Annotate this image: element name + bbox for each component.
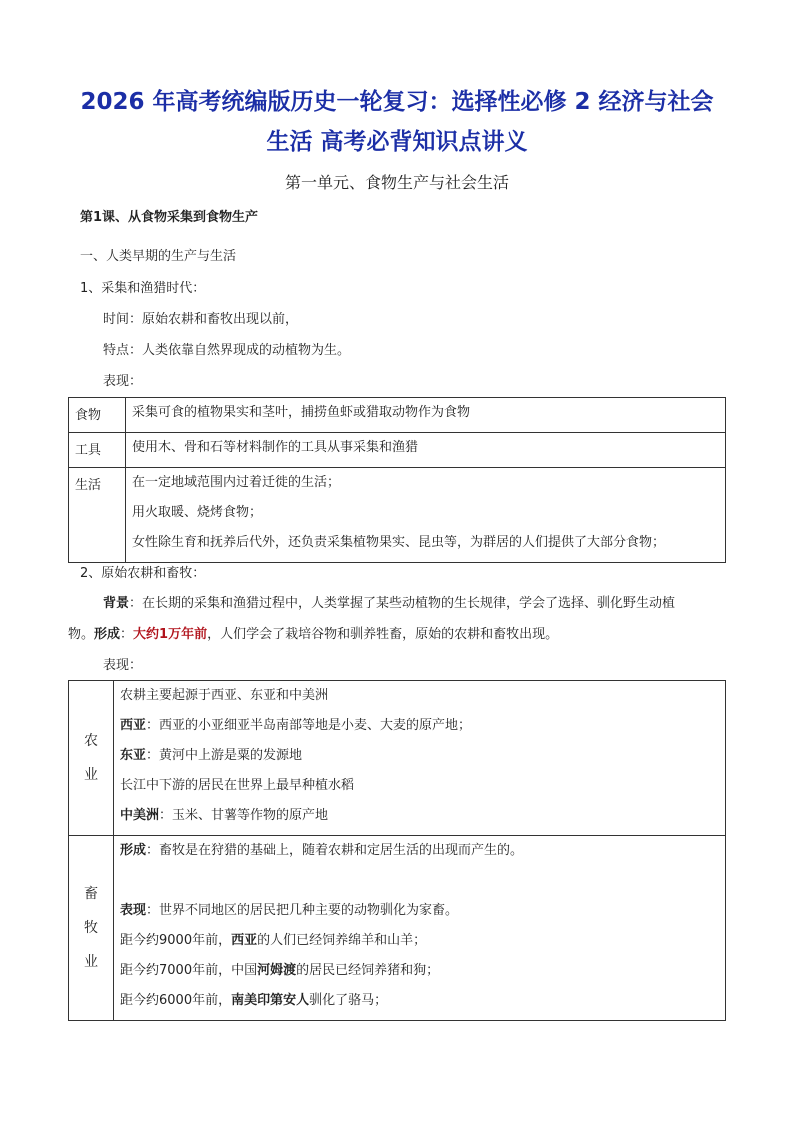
formation-paragraph xyxy=(68,626,558,644)
vertical-label: 农 业 xyxy=(84,733,98,783)
formation-colon: ： xyxy=(120,627,134,642)
row-header: 工具 xyxy=(69,433,126,468)
row-line: 农耕主要起源于西亚、东亚和中美洲 xyxy=(120,688,329,703)
agriculture-header xyxy=(69,681,114,836)
row-header: 食物 xyxy=(69,398,126,433)
agriculture-husbandry-table xyxy=(68,680,726,1021)
formation-text: ，人们学会了栽培谷物和驯养牲畜，原始的农耕和畜牧出现。 xyxy=(207,627,559,642)
background-label: 背景 xyxy=(103,596,130,611)
subsection-heading: 1、采集和渔猎时代： xyxy=(80,281,206,296)
row-line: 使用木、骨和石等材料制作的工具从事采集和渔猎 xyxy=(132,440,419,455)
row-line: 表现：世界不同地区的居民把几种主要的动物驯化为家畜。 xyxy=(120,903,459,918)
husbandry-content xyxy=(114,836,726,1021)
background-paragraph xyxy=(103,595,675,613)
vertical-label: 畜 牧 业 xyxy=(84,886,98,970)
row-line: 形成：畜牧是在狩猎的基础上，随着农耕和定居生活的出现而产生的。 xyxy=(120,843,524,858)
feature-text: 特点：人类依靠自然界现成的动植物为生。 xyxy=(103,343,351,358)
subsection-heading-2: 2、原始农耕和畜牧： xyxy=(80,566,206,581)
row-line: 距今约6000年前，南美印第安人驯化了骆马； xyxy=(120,993,388,1008)
gathering-table xyxy=(68,397,726,563)
row-line: 采集可食的植物果实和茎叶，捕捞鱼虾或猎取动物作为食物 xyxy=(132,405,471,420)
row-line: 距今约7000年前，中国河姆渡的居民已经饲养猪和狗； xyxy=(120,963,440,978)
row-header: 生活 xyxy=(69,468,126,563)
table-row xyxy=(69,433,726,468)
background-text-cont: 物。 xyxy=(68,627,95,642)
unit-title: 第一单元、食物生产与社会生活 xyxy=(284,173,509,192)
performance-label: 表现： xyxy=(103,374,143,389)
row-line: 中美洲：玉米、甘薯等作物的原产地 xyxy=(120,808,329,823)
agriculture-content xyxy=(114,681,726,836)
row-line: 在一定地域范围内过着迁徙的生活； xyxy=(132,475,341,490)
document-title-line2: 生活 高考必背知识点讲义 xyxy=(266,129,528,155)
section-heading: 一、人类早期的生产与生活 xyxy=(80,249,237,264)
row-content xyxy=(126,468,726,563)
row-content xyxy=(126,433,726,468)
table-row xyxy=(69,468,726,563)
time-text: 时间：原始农耕和畜牧出现以前， xyxy=(103,312,299,327)
row-line: 西亚：西亚的小亚细亚半岛南部等地是小麦、大麦的原产地； xyxy=(120,718,472,733)
row-line: 距今约9000年前，西亚的人们已经饲养绵羊和山羊； xyxy=(120,933,427,948)
husbandry-header xyxy=(69,836,114,1021)
formation-date: 大约1万年前 xyxy=(133,627,208,642)
row-line: 东亚：黄河中上游是粟的发源地 xyxy=(120,748,303,763)
table-row xyxy=(69,398,726,433)
table-row xyxy=(69,836,726,1021)
performance-label-2: 表现： xyxy=(103,658,143,673)
lesson-title: 第1课、从食物采集到食物生产 xyxy=(80,210,259,225)
spacer xyxy=(120,872,719,902)
formation-label: 形成 xyxy=(94,627,121,642)
row-line: 长江中下游的居民在世界上最早种植水稻 xyxy=(120,778,355,793)
table-row xyxy=(69,681,726,836)
row-content xyxy=(126,398,726,433)
row-line: 用火取暖、烧烤食物； xyxy=(132,505,263,520)
background-text: ：在长期的采集和渔猎过程中，人类掌握了某些动植物的生长规律，学会了选择、驯化野生动植 xyxy=(129,596,676,611)
row-line: 女性除生育和抚养后代外，还负责采集植物果实、昆虫等，为群居的人们提供了大部分食物； xyxy=(132,535,666,550)
document-title-line1: 2026 年高考统编版历史一轮复习：选择性必修 2 经济与社会 xyxy=(80,89,714,115)
